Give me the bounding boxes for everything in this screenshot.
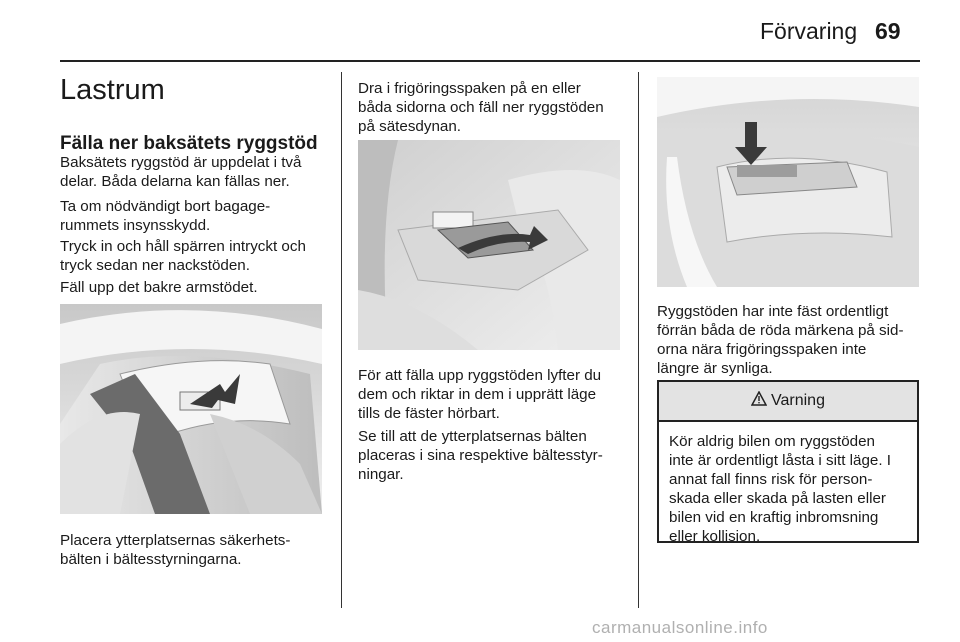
header-divider bbox=[60, 60, 920, 62]
column-divider-left bbox=[341, 72, 342, 608]
figure-release-lever bbox=[358, 140, 620, 350]
paragraph-belt-placement: Se till att de ytterplatsernas bälten placeras i sina respektive bältesstyr- ningar. bbox=[358, 428, 603, 483]
figure-caption-seatbelt: Placera ytterplatsernas säkerhets- bälten i bältesstyrningarna. bbox=[60, 532, 291, 568]
warning-box bbox=[657, 380, 919, 543]
paragraph-raise-backrest: För att fälla upp ryggstöden lyfter du dem och riktar in dem i upprätt läge tills de fäster hörbart. bbox=[358, 367, 602, 422]
page-number: 69 bbox=[875, 18, 901, 44]
paragraph-seat-split: Baksätets ryggstöd är uppdelat i två delar. Båda delarna kan fällas ner. bbox=[60, 154, 302, 190]
paragraph-cover: Ta om nödvändigt bort bagage- rummets insynsskydd. bbox=[60, 198, 271, 234]
paragraph-armrest: Fäll upp det bakre armstödet. bbox=[60, 279, 258, 296]
warning-text: Kör aldrig bilen om ryggstöden inte är ordentligt låsta i sitt läge. I annat fall finns risk för person- skada eller skada på lasten eller bilen vid en kraftig inbromsning eller kollision. bbox=[669, 433, 892, 545]
watermark: carmanualsonline.info bbox=[592, 618, 768, 637]
paragraph-release-lever: Dra i frigöringsspaken på en eller båda sidorna och fäll ner ryggstöden på sätesdynan. bbox=[358, 80, 604, 135]
subsection-heading: Fälla ner baksätets ryggstöd bbox=[60, 133, 318, 154]
paragraph-red-markers: Ryggstöden har inte fäst ordentligt förrän båda de röda märkena på sid- orna nära frigöringsspaken inte längre är synliga. bbox=[657, 303, 904, 377]
column-divider-right bbox=[638, 72, 639, 608]
warning-triangle-icon bbox=[751, 391, 771, 411]
warning-title: Varning bbox=[771, 392, 825, 409]
warning-header bbox=[659, 382, 917, 422]
paragraph-headrest: Tryck in och håll spärren intryckt och tryck sedan ner nackstöden. bbox=[60, 238, 306, 274]
figure-seatbelt-guide bbox=[60, 304, 322, 514]
page-header bbox=[0, 0, 960, 62]
section-title: Förvaring bbox=[760, 18, 858, 44]
figure-red-markers bbox=[657, 77, 919, 287]
section-heading: Lastrum bbox=[60, 74, 165, 106]
